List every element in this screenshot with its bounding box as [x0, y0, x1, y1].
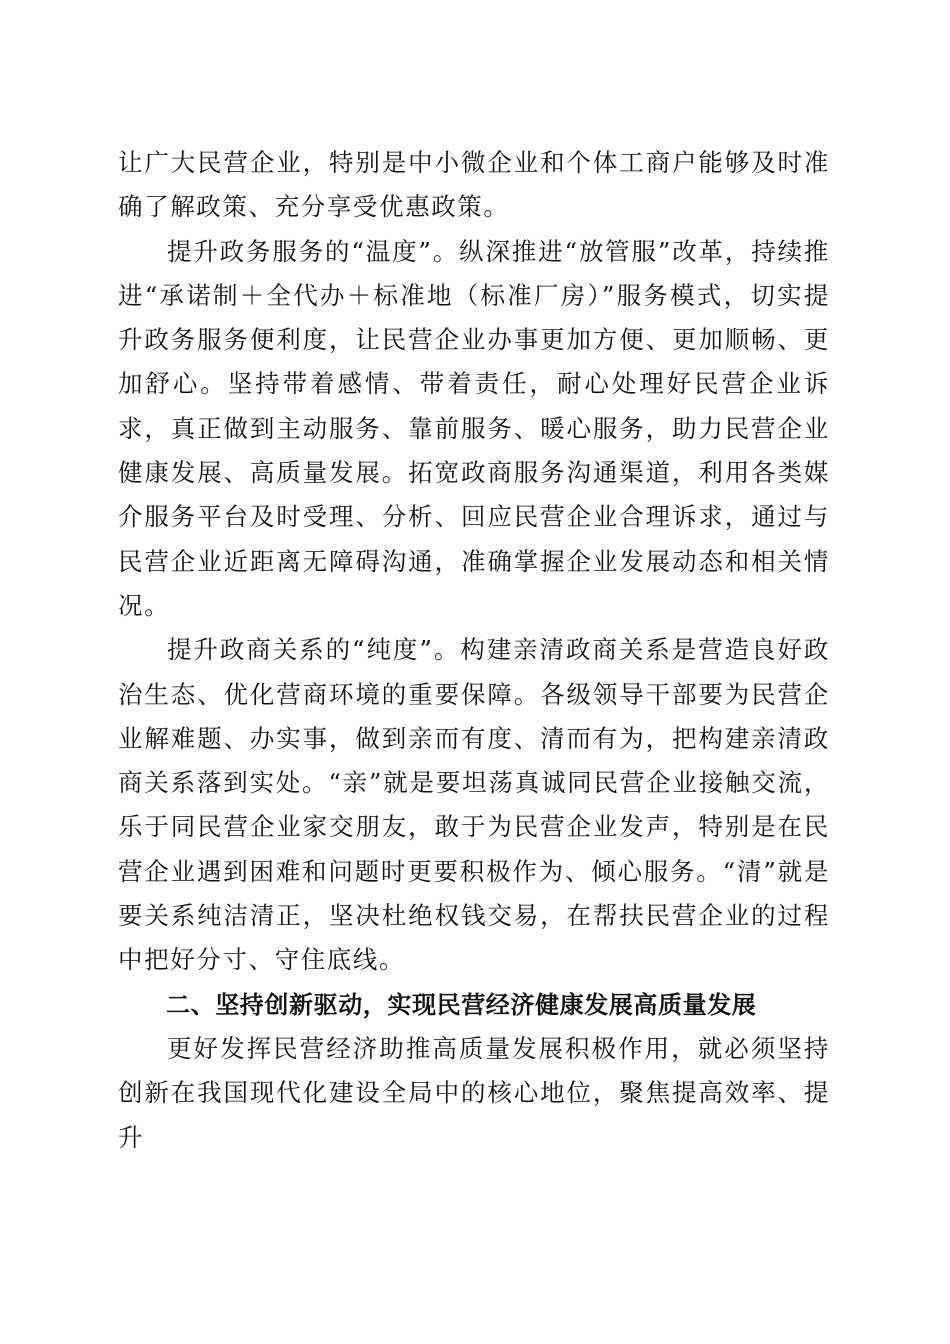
paragraph-government-service: 提升政务服务的“温度”。纵深推进“放管服”改革，持续推进“承诺制＋全代办＋标准地（标准厂房）”服务模式，切实提升政务服务便利度，让民营企业办事更加方便、更加顺畅、更加舒心。坚持带着感情、带着责任，耐心处理好民营企业诉求，真正做到主动服务、靠前服务、暖心服务，助力民营企业健康发展、高质量发展。拓宽政商服务沟通渠道，利用各类媒介服务平台及时受理、分析、回应民营企业合理诉求，通过与民营企业近距离无障碍沟通，准确掌握企业发展动态和相关情况。: [118, 236, 830, 620]
paragraph-business-relations: 提升政商关系的“纯度”。构建亲清政商关系是营造良好政治生态、优化营商环境的重要保障。各级领导干部要为民营企业解难题、办实事，做到亲而有度、清而有为，把构建亲清政商关系落到实处。“亲”就是要坦荡真诚同民营企业接触交流，乐于同民营企业家交朋友，敢于为民营企业发声，特别是在民营企业遇到困难和问题时更要积极作为、倾心服务。“清”就是要关系纯洁清正，坚决杜绝权钱交易，在帮扶民营企业的过程中把好分寸、守住底线。: [118, 635, 830, 975]
paragraph-continuation: 让广大民营企业，特别是中小微企业和个体工商户能够及时准确了解政策、充分享受优惠政策。: [118, 148, 830, 222]
section-heading: 二、坚持创新驱动，实现民营经济健康发展高质量发展: [166, 990, 757, 1019]
document-body: [118, 141, 830, 1160]
paragraph-innovation: 更好发挥民营经济助推高质量发展积极作用，就必须坚持创新在我国现代化建设全局中的核心地位，聚焦提高效率、提升: [118, 1033, 830, 1152]
